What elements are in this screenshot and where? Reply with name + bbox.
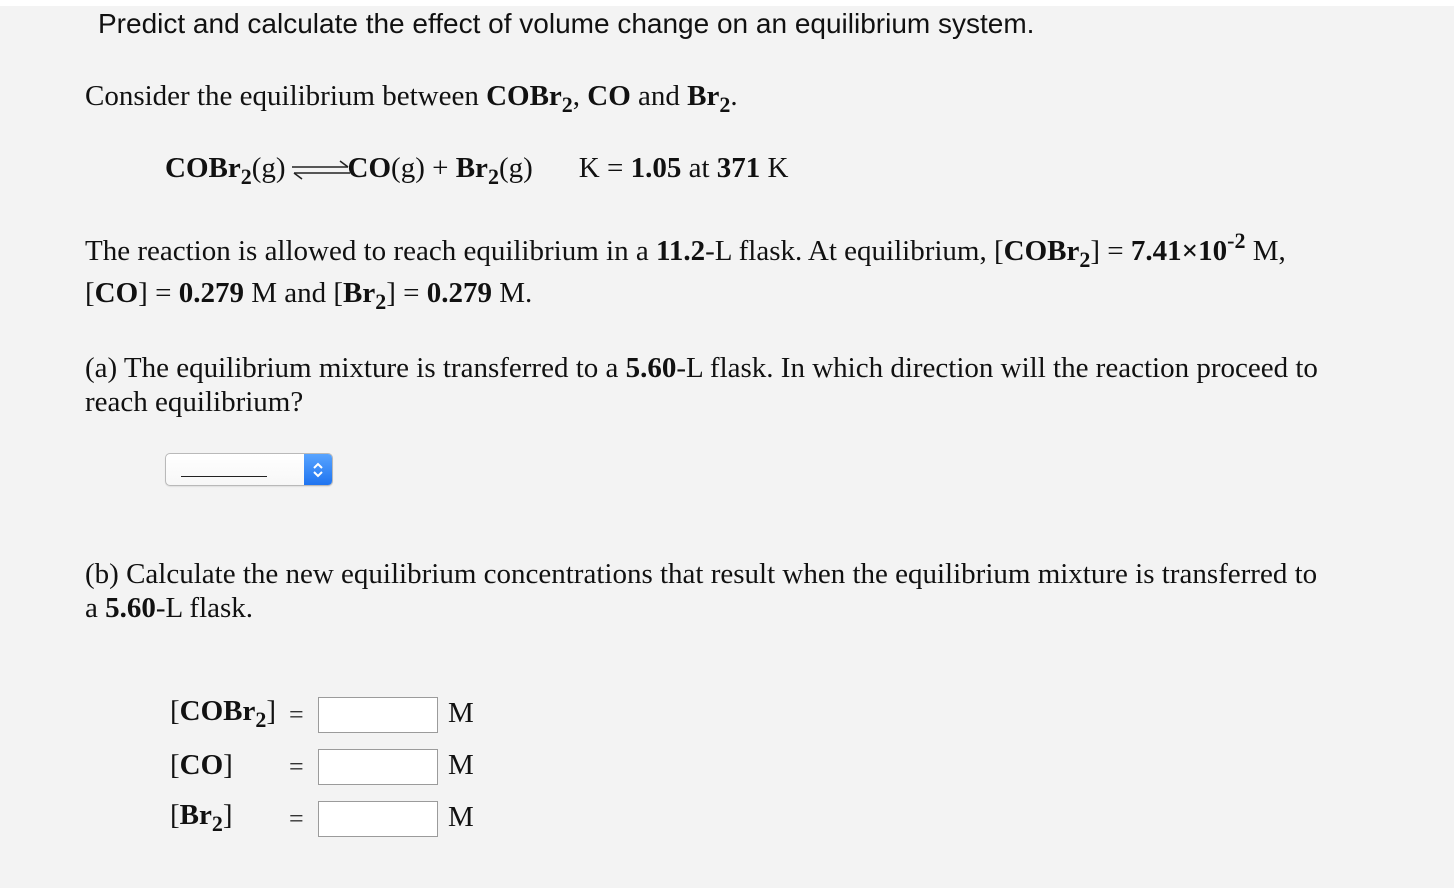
new-volume-b: 5.60 [105, 592, 156, 624]
intro-sentence: Consider the equilibrium between COBr$_2$, CO and $Br_2$. [85, 80, 738, 117]
equilibrium-arrow-icon [290, 159, 352, 181]
cobr2-concentration-input[interactable] [318, 697, 438, 733]
cobr2-answer-label: [COBr$_2$] [170, 695, 277, 732]
product-co: CO [347, 152, 392, 184]
co-concentration: 0.279 [178, 277, 244, 309]
equilibrium-equation: COBr$_2$(g) $CO(g) + Br_2(g) K = 1.05$ at 371 K [165, 152, 789, 189]
equals-sign: = [289, 752, 304, 781]
equals-sign: = [289, 804, 304, 833]
new-volume-a: 5.60 [625, 352, 677, 384]
initial-volume: 11.2 [655, 235, 706, 267]
cobr2-unit: M [448, 697, 474, 729]
br2-answer-label: $[Br_2]$ [170, 799, 233, 836]
product-br2: $Br_2$ [455, 152, 499, 189]
question-part-a: (a) The equilibrium mixture is transferred to a 5.60-L flask. In which direction will the reaction proceed to reach equilibrium? [85, 352, 1318, 418]
question-part-b: (b) Calculate the new equilibrium concentrations that result when the equilibrium mixture is transferred to a 5.60-L flask. [85, 558, 1318, 624]
co-answer-label: [CO] [170, 749, 233, 781]
br2-concentration-input[interactable] [318, 801, 438, 837]
page-title: Predict and calculate the effect of volume change on an equilibrium system. [98, 8, 1035, 39]
co-concentration-input[interactable] [318, 749, 438, 785]
temperature-value: 371 [716, 152, 761, 184]
k-label: K = [578, 152, 631, 184]
equals-sign: = [289, 700, 304, 729]
species-cobr2: COBr$_2$ [486, 80, 573, 117]
direction-select[interactable] [165, 453, 333, 486]
k-value: 1.05 [630, 152, 682, 184]
co-unit: M [448, 749, 474, 781]
select-arrows-icon[interactable] [304, 454, 332, 485]
cobr2-concentration: $7.41\times 10^{-2}$ [1130, 228, 1246, 267]
setup-paragraph: The reaction is allowed to reach equilibrium in a 11.2-L flask. At equilibrium, [COBr$_2$] = $7.41\times 10^{-2}$ M, [CO] = 0.279 M and $[Br_2] = 0.279$ M. [85, 228, 1286, 314]
br2-unit: M [448, 801, 474, 833]
top-divider [0, 0, 1454, 6]
species-co: CO [587, 80, 631, 112]
reactant-cobr2: COBr$_2$ [165, 152, 252, 189]
species-br2: $Br_2$ [687, 80, 731, 117]
br2-concentration: 0.279 [426, 277, 492, 309]
direction-select-value [181, 476, 267, 477]
